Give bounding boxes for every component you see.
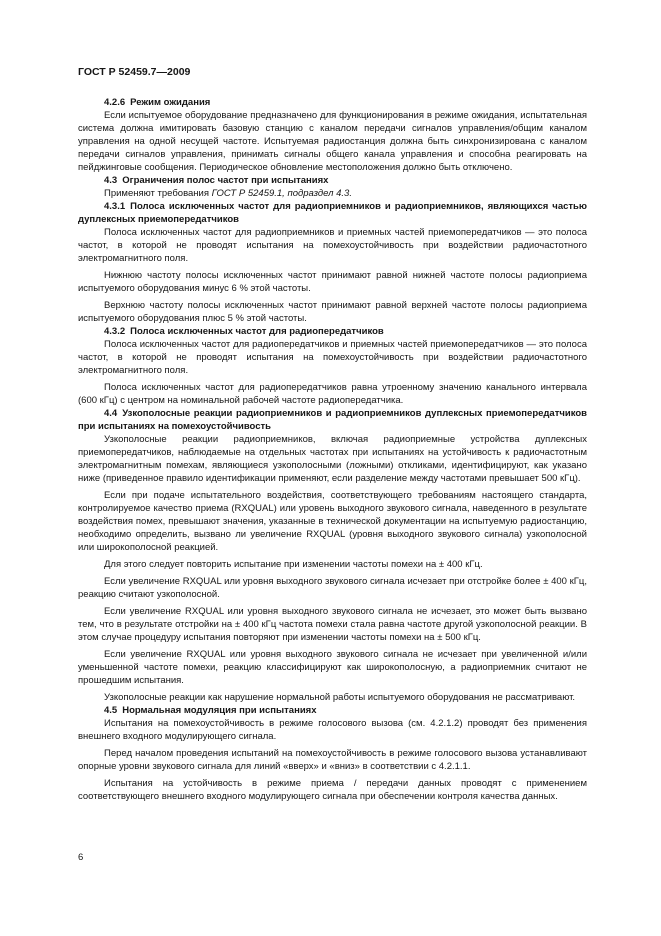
paragraph: Если при подаче испытательного воздействия, соответствующего требованиям настоящего стандарта, контролируемое качество приема (RXQUAL) или уровень выходного звукового сигнала, наведенного в результате воздействия помех, превышают значения, указанные в технической документации на испытуемую радиостанцию, необходимо определить, вызвано ли увеличение RXQUAL (уровня выходного звукового сигнала) узкополосной или широкополосной реакцией. [78,490,587,553]
section-number: 4.5 [104,705,118,716]
paragraph: Испытания на устойчивость в режиме приема / передачи данных проводят с применением соответствующего внешнего входного модулирующего сигнала при обеспечении контроля качества данных. [78,778,587,802]
paragraph: Узкополосные реакции как нарушение нормальной работы испытуемого оборудования не рассматривают. [104,692,576,703]
section-heading-4-4 [78,407,587,433]
section-number: 4.4 [104,408,118,419]
section-heading-4-2-6 [78,96,587,109]
paragraph: Если увеличение RXQUAL или уровня выходного звукового сигнала исчезает при отстройке более ± 400 кГц, реакцию считают узкополосной. [78,576,587,600]
section-number: 4.3 [104,175,118,186]
section-title: Полоса исключенных частот для радиопередатчиков [130,326,384,337]
paragraph-text: Применяют требования [104,188,212,199]
section-title: Ограничения полос частот при испытаниях [122,175,329,186]
paragraph: Если испытуемое оборудование предназначено для функционирования в режиме ожидания, испытательная система должна имитировать базовую станцию с каналом передачи сигналов управления/общим каналом управления на одной несущей частоте. Испытуемая радиостанция должна быть синхронизирована с каналом передачи сигналов управления, принимать сигналы общего канала управления и способна реагировать на пейджинговые сообщения. Периодическое обновление местоположения должно быть отключено. [78,110,587,173]
paragraph: Если увеличение RXQUAL или уровня выходного звукового сигнала не исчезает при увеличенной и/или уменьшенной частоте помехи, реакцию классифицируют как широкополосную, а радиоприемник считают не прошедшим испытания. [78,649,587,686]
paragraph [78,187,587,200]
section-title: Узкополосные реакции радиоприемников и радиоприемников дуплексных приемопередатчиков при испытаниях на помехоустойчивость [78,408,587,432]
standard-header: ГОСТ Р 52459.7—2009 [78,66,191,78]
paragraph: Если увеличение RXQUAL или уровня выходного звукового сигнала не исчезает, это может быть вызвано тем, что в результате отстройки на ± 400 кГц частота помехи стала равна частоте другой узкополосной реакции. В этом случае процедуру испытания повторяют при изменении частоты помехи на ± 500 кГц. [78,606,587,643]
section-number: 4.3.2 [104,326,126,337]
section-heading-4-3-1 [78,200,587,226]
section-title: Полоса исключенных частот для радиоприемников и радиоприемников, являющихся частью дуплексных приемопередатчиков [78,201,587,225]
standard-reference: ГОСТ Р 52459.1, подраздел 4.3. [211,188,352,199]
section-number: 4.2.6 [104,97,126,108]
section-title: Нормальная модуляция при испытаниях [122,705,317,716]
page-number: 6 [78,852,84,863]
section-heading-4-3 [78,174,587,187]
paragraph: Нижнюю частоту полосы исключенных частот принимают равной нижней частоте полосы радиоприема испытуемого оборудования минус 6 % этой частоты. [78,270,587,294]
paragraph: Полоса исключенных частот для радиопередатчиков равна утроенному значению канального интервала (600 кГц) с центром на номинальной рабочей частоте радиопередатчика. [78,382,587,406]
paragraph: Верхнюю частоту полосы исключенных частот принимают равной верхней частоте полосы радиоприема испытуемого оборудования плюс 5 % этой частоты. [78,300,587,324]
section-number: 4.3.1 [104,201,126,212]
section-title: Режим ожидания [130,97,211,108]
paragraph: Испытания на помехоустойчивость в режиме голосового вызова (см. 4.2.1.2) проводят без применения внешнего входного модулирующего сигнала. [78,718,587,742]
paragraph: Перед началом проведения испытаний на помехоустойчивость в режиме голосового вызова устанавливают опорные уровни звукового сигнала для линий «вверх» и «вниз» в соответствии с 4.2.1.1. [78,748,587,772]
section-heading-4-5 [78,704,587,717]
paragraph: Для этого следует повторить испытание при изменении частоты помехи на ± 400 кГц. [104,559,483,570]
section-heading-4-3-2 [78,325,587,338]
paragraph: Узкополосные реакции радиоприемников, включая радиоприемные устройства дуплексных приемопередатчиков, наблюдаемые на отдельных частотах при испытаниях на устойчивость к радиочастотным электромагнитным помехам, являющиеся узкополосными (ложными) откликами, идентифицируют, как указано ниже (приведенное правило идентификации применяют, если разделение между частотами превышает 500 кГц). [78,434,587,484]
document-body [78,96,587,803]
paragraph: Полоса исключенных частот для радиоприемников и приемных частей приемопередатчиков — это полоса частот, в которой не проводят испытания на помехоустойчивость при воздействии радиочастотного электромагнитного поля. [78,227,587,264]
paragraph: Полоса исключенных частот для радиопередатчиков и приемных частей приемопередатчиков — это полоса частот, в которой не проводят испытания на помехоустойчивость при воздействии радиочастотного электромагнитного поля. [78,339,587,376]
